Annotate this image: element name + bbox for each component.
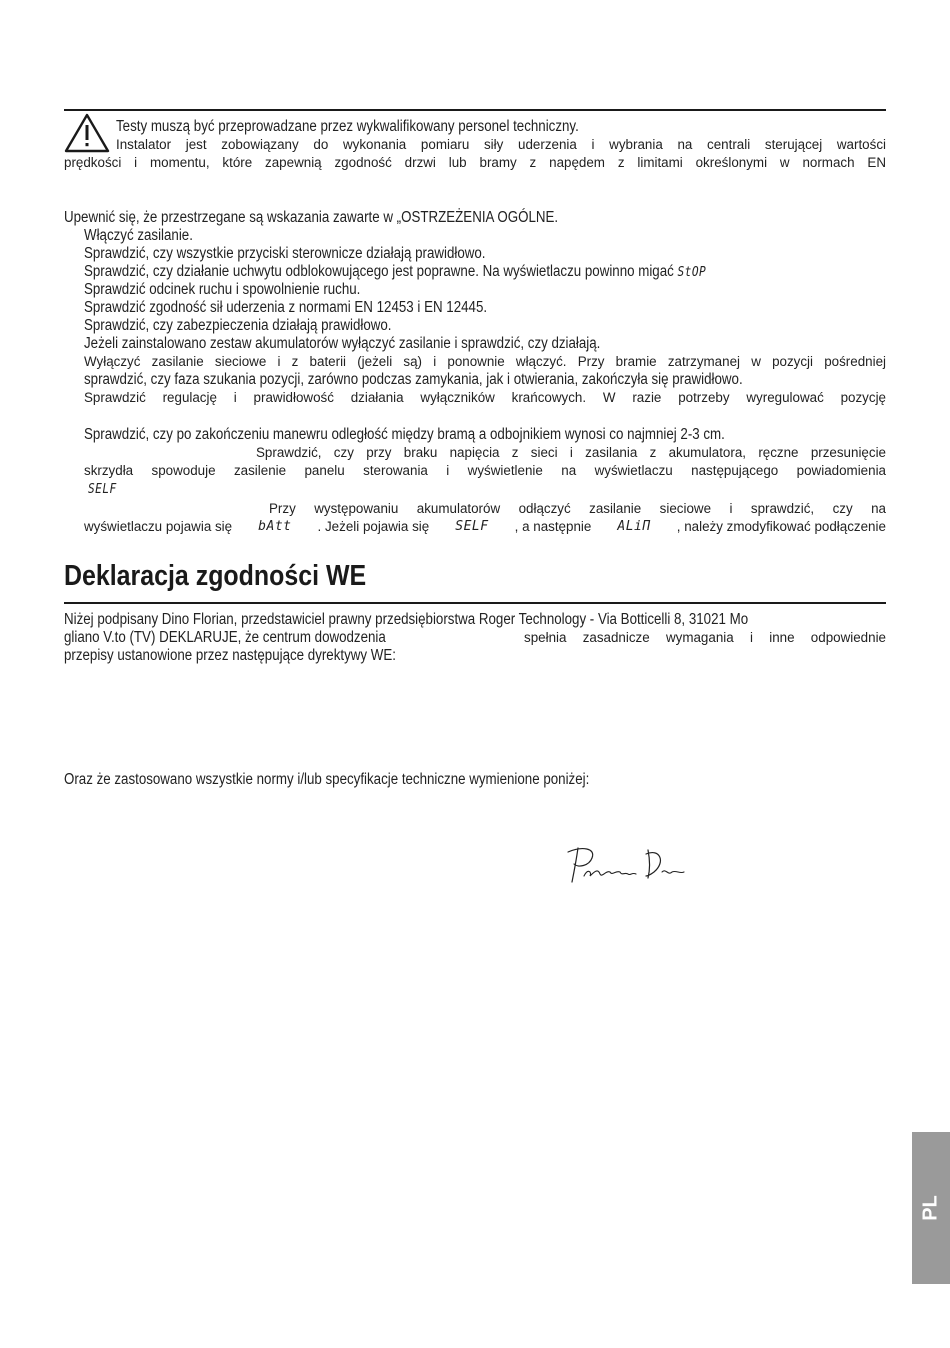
test-item: Sprawdzić, czy po zakończeniu manewru odległość między bramą a odbojnikiem wynosi co najmniej 2-3 cm. [84, 426, 725, 443]
language-tab [912, 1132, 950, 1284]
test-item-batteries [84, 518, 886, 536]
warning-line-1: Testy muszą być przeprowadzane przez wykwalifikowany personel techniczny. [116, 118, 579, 135]
test-item-text: . Jeżeli pojawia się [317, 519, 430, 534]
display-code-stop: StOP [677, 265, 707, 280]
warning-triangle-icon [64, 113, 110, 153]
test-item: skrzydła spowoduje zasilenie panelu sterowania i wyświetlenie na wyświetlaczu następującego powiadomienia [84, 463, 886, 478]
warning-line-2: Instalator jest zobowiązany do wykonania pomiaru siły uderzenia i wybrania na centrali sterującej wartości [116, 137, 886, 152]
declaration-title: Deklaracja zgodności WE [64, 560, 367, 592]
test-item: sprawdzić, czy faza szukania pozycji, zarówno podczas zamykania, jak i otwierania, zakończyła się prawidłowo. [84, 371, 743, 388]
test-item-text: Sprawdzić, czy działanie uchwytu odblokowującego jest poprawne. Na wyświetlaczu powinno migać [84, 263, 674, 280]
heading-rule [64, 602, 886, 604]
test-item: Sprawdzić, czy przy braku napięcia z sieci i zasilania z akumulatora, ręczne przesunięcie [256, 445, 886, 460]
test-item: Sprawdzić zgodność sił uderzenia z normami EN 12453 i EN 12445. [84, 299, 488, 316]
test-item: Sprawdzić regulację i prawidłowość działania wyłączników krańcowych. W razie potrzeby wyregulować pozycję [84, 390, 886, 405]
display-code-self: SELF [455, 519, 489, 534]
display-code-alim: ALiΠ [617, 519, 651, 534]
tests-intro: Upewnić się, że przestrzegane są wskazania zawarte w „OSTRZEŻENIA OGÓLNE. [64, 209, 559, 226]
test-item-text: , należy zmodyfikować podłączenie [676, 519, 886, 534]
test-item-text: , a następnie [514, 519, 592, 534]
test-item: Przy występowaniu akumulatorów odłączyć zasilanie sieciowe i sprawdzić, czy na [269, 501, 886, 516]
test-item: Sprawdzić, czy wszystkie przyciski sterownicze działają prawidłowo. [84, 245, 486, 262]
warning-line-3: prędkości i momentu, które zapewnią zgodność drzwi lub bramy z napędem z limitami określonymi w normach EN [64, 155, 886, 170]
top-rule [64, 109, 886, 111]
test-item: Sprawdzić odcinek ruchu i spowolnienie ruchu. [84, 281, 361, 298]
display-code-batt: bAtt [258, 519, 292, 534]
test-item: Włączyć zasilanie. [84, 227, 193, 244]
test-item [84, 263, 706, 282]
declaration-line-2b: spełnia zasadnicze wymagania i inne odpowiednie [524, 630, 886, 645]
display-code-self: SELF [88, 482, 117, 497]
signature [562, 842, 688, 888]
test-item: Jeżeli zainstalowano zestaw akumulatorów wyłączyć zasilanie i sprawdzić, czy działają. [84, 335, 601, 352]
standards-line: Oraz że zastosowano wszystkie normy i/lub specyfikacje techniczne wymienione poniżej: [64, 771, 590, 788]
language-tab-label: PL [919, 1195, 942, 1221]
declaration-line-1: Niżej podpisany Dino Florian, przedstawiciel prawny przedsiębiorstwa Roger Technology - Via Botticelli 8, 31021 Mo [64, 611, 749, 628]
test-item: Sprawdzić, czy zabezpieczenia działają prawidłowo. [84, 317, 392, 334]
declaration-line-2a: gliano V.to (TV) DEKLARUJE, że centrum dowodzenia [64, 629, 386, 646]
test-item: Wyłączyć zasilanie sieciowe i z baterii (jeżeli są) i ponownie włączyć. Przy bramie zatrzymanej w pozycji pośredniej [84, 354, 886, 369]
test-item-text: wyświetlaczu pojawia się [84, 519, 233, 534]
declaration-line-3: przepisy ustanowione przez następujące dyrektywy WE: [64, 647, 396, 664]
